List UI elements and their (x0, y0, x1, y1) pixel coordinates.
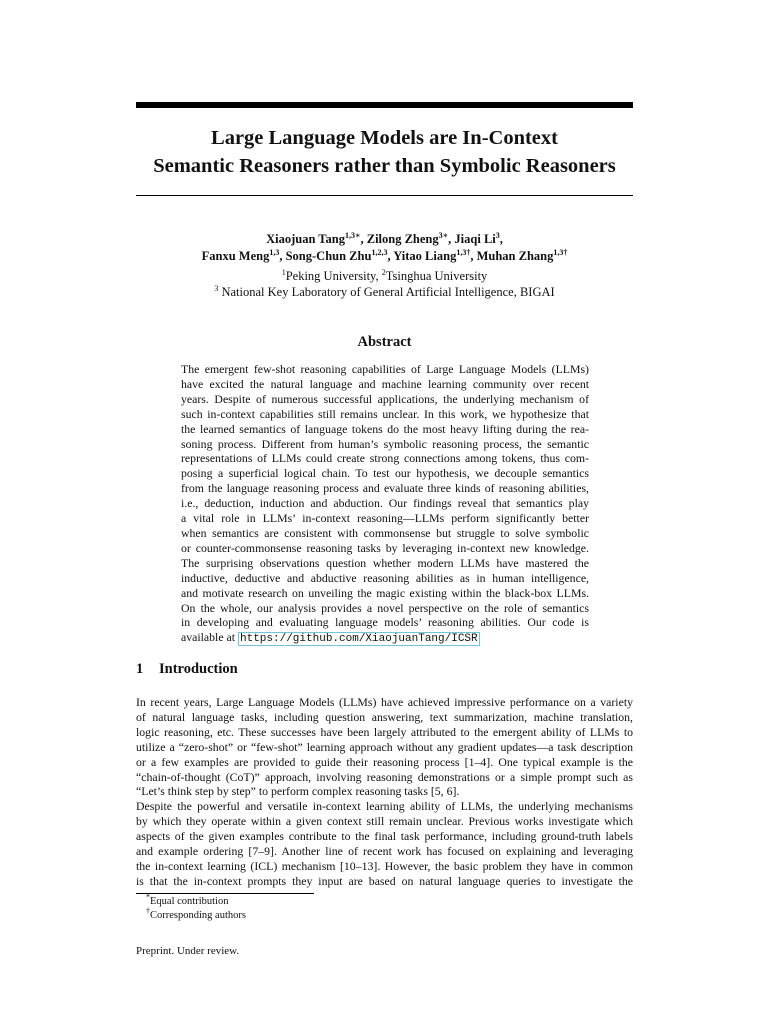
section-title: Introduction (159, 661, 238, 677)
paragraph-line: by which they operate within a given context still remain unclear. Previous works investigate which (136, 813, 633, 828)
affil-text: Tsinghua University (385, 269, 488, 283)
title-line-2: Semantic Reasoners rather than Symbolic Reasoners (153, 155, 616, 177)
paragraph-line: Despite the powerful and versatile in-context learning ability of LLMs, the underlying mechanisms (136, 799, 633, 813)
abstract-line: and motivate research on unveiling the magic existing within the black-box LLMs. (181, 585, 589, 600)
section-heading (136, 661, 238, 678)
abstract-line: soning process. Different from human’s symbolic reasoning process, the semantic (181, 436, 589, 451)
footnote-text: Equal contribution (150, 896, 229, 907)
title-top-rule (136, 102, 633, 108)
affil-sup: 3 (214, 283, 219, 293)
abstract-text: available at (181, 630, 238, 645)
title-bottom-rule (136, 195, 633, 196)
abstract-line: from the language reasoning process and evaluate three kinds of reasoning abilities, (181, 481, 589, 496)
abstract-line: years. Despite of numerous successful applications, the underlying mechanism of (181, 391, 589, 406)
paragraph-line: is that the in-context prompts they input are based on natural language queries to investigate the (136, 873, 633, 888)
author-affil-sup: 3 (438, 230, 443, 240)
preprint-notice: Preprint. Under review. (136, 945, 240, 957)
abstract-line: representations of LLMs could create strong connections among tokens, thus com- (181, 451, 589, 466)
paragraph-line: logic reasoning, etc. These successes have been largely attributed to the emergent ability of LLMs to (136, 724, 633, 739)
paragraph-line: utilize a “zero-shot” or “few-shot” learning approach without any gradient updates—a task description (136, 739, 633, 754)
author-name: Jiaqi Li (454, 232, 496, 246)
abstract-last-line (181, 630, 589, 647)
abstract-heading: Abstract (357, 334, 412, 350)
paragraph-line: “chain-of-thought (CoT)” approach, involving reasoning demonstrations or a simple prompt such as (136, 769, 633, 784)
author-affil-sup: 1,2,3 (371, 247, 388, 257)
abstract-line: have excited the natural language and machine learning community over recent (181, 376, 589, 391)
footnotes (146, 892, 246, 923)
author-name: Zilong Zheng (366, 232, 439, 246)
code-repo-link[interactable]: https://github.com/XiaojuanTang/ICSR (240, 633, 478, 646)
author-line-2: Fanxu Meng$^{1,3}$, Song-Chun Zhu$^{1,2,3}$, Yitao Liang$^{1,3\dagger}$, Muhan Zhang$^{1,3\dagger}$ (201, 247, 568, 263)
abstract-line: a vital role in LLMs’ in-context reasoning—LLMs perform significantly better (181, 511, 589, 526)
intro-paragraph-2 (136, 799, 633, 888)
affiliation-line-1 (136, 268, 633, 284)
abstract-line: the learned semantics of language tokens do the most heavy lifting during the rea- (181, 421, 589, 436)
author-name: Fanxu Meng (201, 249, 270, 263)
equal-contribution-mark: ∗ (354, 230, 361, 240)
author-line-1: Xiaojuan Tang$^{1,3∗}$, Zilong Zheng$^{3∗}$, Jiaqi Li$^3$, (266, 230, 503, 246)
footnote-2 (146, 906, 246, 923)
paragraph-line: or a few examples are provided to guide their reasoning process [1–4]. One typical example is the (136, 754, 633, 769)
footnote-mark: † (146, 906, 150, 916)
author-name: Song-Chun Zhu (285, 249, 372, 263)
abstract-line: in developing and evaluating language models’ reasoning abilities. Our code is (181, 615, 589, 630)
author-affil-sup: 3 (495, 230, 500, 240)
section-number: 1 (136, 661, 144, 677)
paragraph-line: the in-context learning (ICL) mechanism [10–13]. However, the basic problem they have in common (136, 858, 633, 873)
paragraph-line: “Let’s think step by step” to perform complex reasoning tasks [5, 6]. (136, 784, 460, 799)
abstract-line: On the whole, our analysis provides a novel perspective on the role of semantics (181, 600, 589, 615)
affil-sup: 1 (281, 267, 286, 277)
abstract-line: when semantics are consistent with commonsense but struggle to solve symbolic (181, 525, 589, 540)
abstract-line: The emergent few-shot reasoning capabilities of Large Language Models (LLMs) (181, 362, 589, 376)
author-name: Xiaojuan Tang (266, 232, 345, 246)
title-line-1: Large Language Models are In-Context (211, 127, 558, 149)
author-list (136, 231, 633, 265)
paragraph-line: of natural language tasks, including question answering, text summarization, machine translation, (136, 709, 633, 724)
affil-text: National Key Laboratory of General Artificial Intelligence, BIGAI (218, 285, 555, 299)
abstract-line: The surprising observations question whether modern LLMs have mastered the (181, 555, 589, 570)
author-affil-sup: 1,3 (269, 247, 280, 257)
author-affil-sup: 1,3 (553, 247, 564, 257)
abstract-line: such in-context capabilities still remains unclear. In this work, we hypothesize that (181, 406, 589, 421)
abstract-line: or counter-commonsense reasoning tasks by leveraging in-context new knowledge. (181, 540, 589, 555)
corresponding-mark: † (563, 247, 568, 257)
paragraph-line: and example ordering [7–9]. Another line of recent work has focused on explaining and leveraging (136, 843, 633, 858)
author-affil-sup: 1,3 (344, 230, 355, 240)
author-affil-sup: 1,3 (456, 247, 467, 257)
footnote-1 (146, 892, 246, 909)
paragraph-line: aspects of the given examples contribute to the final task performance, including ground-truth labels (136, 828, 633, 843)
author-name: Muhan Zhang (476, 249, 554, 263)
affil-text: Peking University, (285, 269, 382, 283)
corresponding-mark: † (466, 247, 471, 257)
intro-paragraph-1 (136, 695, 633, 799)
author-name: Yitao Liang (393, 249, 457, 263)
footnote-rule (136, 893, 314, 894)
abstract-body (181, 362, 589, 647)
abstract-line: posing a superficial logical chain. To test our hypothesis, we decouple semantics (181, 466, 589, 481)
affiliations (136, 268, 633, 300)
paragraph-line: In recent years, Large Language Models (LLMs) have achieved impressive performance on a variety (136, 695, 633, 709)
affil-sup: 2 (381, 267, 386, 277)
footnote-text: Corresponding authors (150, 910, 246, 921)
equal-contribution-mark: ∗ (442, 230, 449, 240)
footnote-mark: * (146, 892, 150, 902)
abstract-line: i.e., deduction, induction and abduction. Our findings reveal that semantics play (181, 496, 589, 511)
abstract-line: inductive, deductive and abductive reasoning abilities as in human intelligence, (181, 570, 589, 585)
affiliation-line-2 (136, 284, 633, 300)
paper-title (136, 124, 633, 180)
